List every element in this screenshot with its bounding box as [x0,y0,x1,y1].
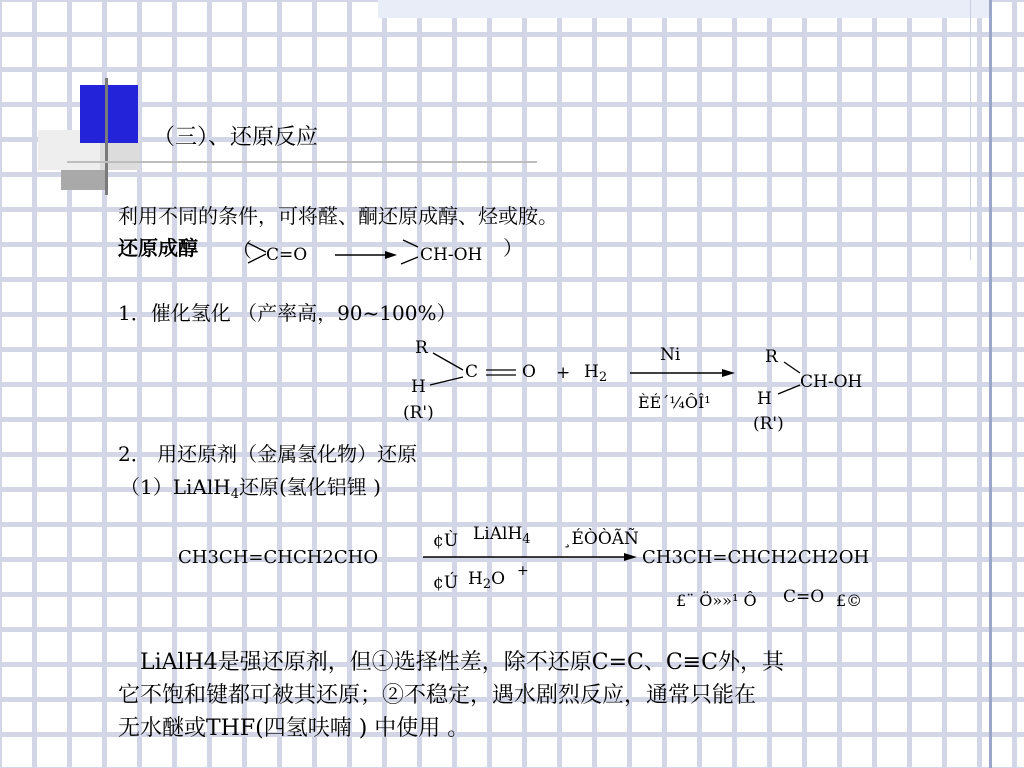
slide-title: （三）、还原反应 [153,125,319,150]
paragraph-line-2: 它不饱和键都可被其还原；②不稳定，遇水剧烈反应，通常只能在 [118,683,757,708]
intro-text: 利用不同的条件，可将醛、酮还原成醇、烃或胺。 [118,204,558,228]
eq3-above-a: ¢Ù [433,531,459,551]
eq1-left: C=O [266,245,308,265]
eq2-h: H [411,377,426,397]
eq2-carbonyl-o: O [522,362,536,382]
eq2-r: R [415,338,428,358]
eq3-reagent2: $H_2O$ [468,569,506,592]
eq3-note-c: £© [836,591,863,610]
eq1-open-paren: （ [232,238,252,262]
alcohol-label: 还原成醇 [118,236,198,260]
eq2-prod-group: CH-OH [800,372,863,392]
eq1-right: CH-OH [420,245,483,265]
eq2-prod-h: H [757,389,772,409]
eq2-prod-r: R [765,347,778,367]
eq2-h2: $H_2$ [584,362,608,385]
eq1-close-paren: ） [503,236,523,260]
paragraph-line-3: 无水醚或THF(四氢呋喃 ) 中使用 。 [118,716,470,741]
eq2-plus: + [556,363,571,383]
eq3-note-a: £¨ Ö»»¹ Ô [676,591,757,610]
eq3-reactant: CH3CH=CHCH2CHO [178,547,379,568]
eq3-reagent1: LiAlH$_4$ [473,524,531,547]
eq3-above-b: ¸ÉÒÒÃÑ [563,529,639,549]
eq3-note-b: C=O [783,587,825,607]
eq2-rprime: (R') [403,403,434,423]
sub-lialh4: （1）LiAlH$_4$还原(氢化铝锂 ) [120,475,381,502]
section-catalytic-hydrogenation: 1．催化氢化 （产率高，90~100%） [118,301,457,325]
paragraph-line-1: LiAlH4是强还原剂，但①选择性差，除不还原C=C、C≡C外，其 [140,650,784,675]
section-metal-hydride: 2． 用还原剂（金属氢化物）还原 [118,442,418,466]
eq3-plus: + [517,563,529,579]
eq2-catalyst: Ni [660,345,681,365]
eq2-prod-rprime: (R') [753,414,784,434]
eq2-carbonyl-c: C [465,362,479,382]
eq3-product: CH3CH=CHCH2CH2OH [642,547,870,568]
eq2-below-arrow: ÈÉ´¼ÔÎ¹ [638,393,711,412]
eq3-below-a: ¢Ú [433,573,459,593]
